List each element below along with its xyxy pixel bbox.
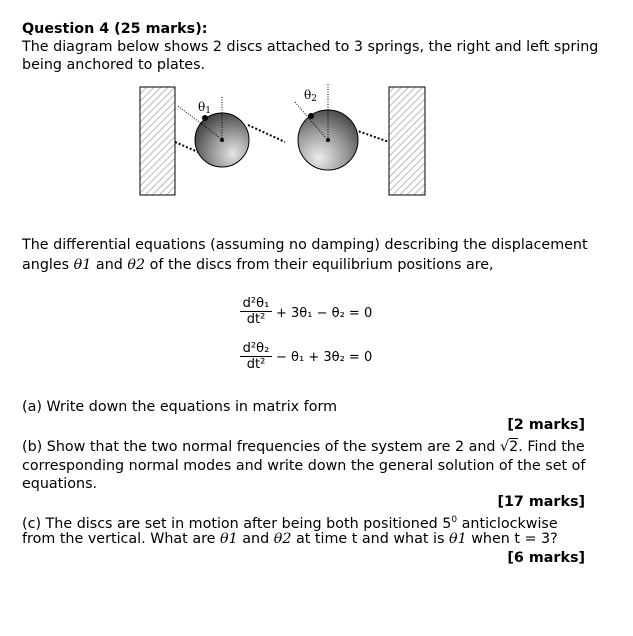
part-c-theta-1-b: θ1 [448, 531, 467, 547]
theta-2-symbol: θ2 [127, 257, 146, 273]
degree-superscript: 0 [451, 515, 458, 525]
de-intro-text-b: of the discs from their equilibrium positions are, [145, 257, 494, 273]
theta-1-symbol: θ1 [73, 257, 92, 273]
disc-2-marker [308, 113, 314, 119]
left-plate [140, 87, 175, 195]
part-b-text-a: (b) Show that the two normal frequencies of the system are 2 and [22, 439, 501, 455]
part-c-line-2 [22, 530, 558, 548]
part-c-text-d: at time t and what is [291, 531, 449, 547]
equation-2-denominator: dt² [240, 356, 272, 372]
part-c-marks: [6 marks] [507, 550, 585, 566]
question-title: Question 4 (25 marks): [22, 21, 208, 37]
part-c-text-c: from the vertical. What are [22, 531, 220, 547]
part-c-and: and [237, 531, 274, 547]
part-b-marks: [17 marks] [497, 494, 585, 510]
middle-spring [248, 125, 285, 142]
part-b-line-1 [22, 438, 585, 456]
sqrt-symbol: √ [500, 439, 510, 455]
disc-1-center [220, 138, 224, 142]
de-intro-line-1: The differential equations (assuming no damping) describing the displacement [22, 237, 588, 253]
part-a-text: (a) Write down the equations in matrix form [22, 399, 338, 415]
disc-2-center [326, 138, 330, 142]
equation-1-numerator: d²θ₁ [242, 296, 270, 311]
part-c-text-e: when t = 3? [466, 531, 558, 547]
theta-2-label: θ2 [304, 88, 317, 104]
intro-line-1: The diagram below shows 2 discs attached to 3 springs, the right and left spring [22, 39, 599, 55]
de-intro-text-a: angles [22, 257, 74, 273]
part-a-marks: [2 marks] [507, 417, 585, 433]
part-b-text-b: . Find the [518, 439, 585, 455]
disc-spring-diagram [0, 0, 633, 230]
part-b-line-2: corresponding normal modes and write down the general solution of the set of [22, 458, 586, 474]
de-intro-and: and [91, 257, 128, 273]
theta-1-label: θ1 [198, 100, 211, 116]
left-spring [175, 142, 198, 152]
part-c-theta-2: θ2 [273, 531, 292, 547]
part-c-theta-1: θ1 [220, 531, 238, 547]
intro-line-2: being anchored to plates. [22, 57, 206, 73]
part-c-text-b: anticlockwise [457, 515, 558, 532]
equation-2-rest: − θ₁ + 3θ₂ = 0 [276, 350, 373, 365]
right-plate [389, 87, 425, 195]
equation-1-denominator: dt² [240, 311, 272, 327]
equation-1-rest: + 3θ₁ − θ₂ = 0 [276, 306, 373, 321]
de-intro-line-2 [22, 256, 494, 274]
equation-1-fraction [240, 296, 272, 327]
sqrt-radicand: 2 [509, 439, 519, 455]
right-spring [355, 130, 389, 142]
equation-2-numerator: d²θ₂ [242, 341, 270, 356]
part-c-text-a: (c) The discs are set in motion after being both positioned 5 [22, 515, 452, 532]
part-b-line-3: equations. [22, 476, 98, 492]
equation-2-fraction [240, 341, 272, 372]
